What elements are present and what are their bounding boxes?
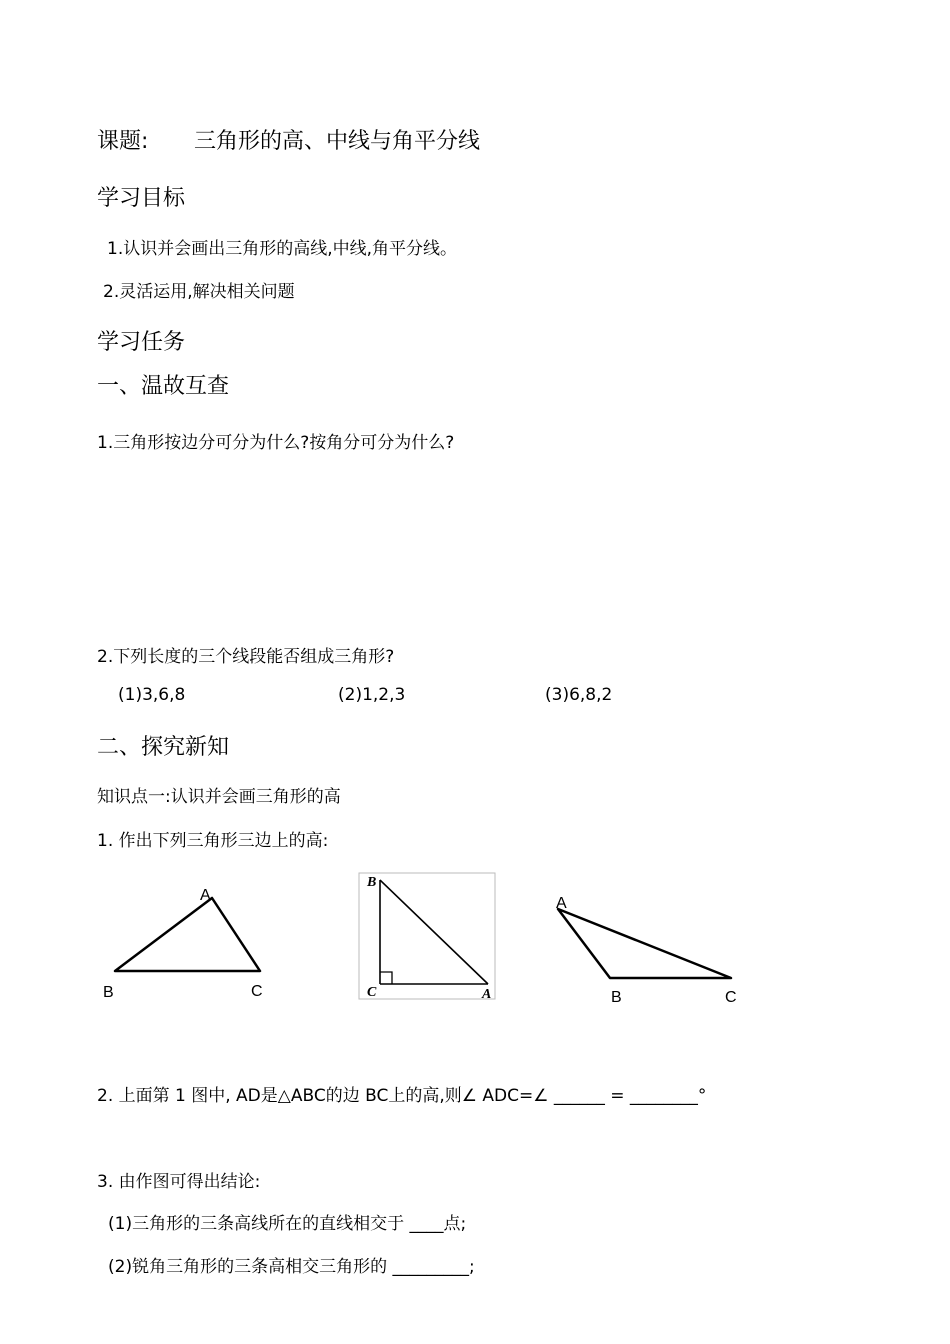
fig2-label-b: B (367, 875, 377, 890)
goal-item-1: 1.认识并会画出三角形的高线,中线,角平分线。 (107, 239, 458, 259)
title-label: 课题: (97, 129, 149, 154)
section2-heading: 二、探究新知 (97, 735, 230, 760)
fig3-label-c: C (725, 989, 737, 1006)
option-1: (1)3,6,8 (118, 685, 186, 705)
knowledge-point-1: 知识点一:认识并会画三角形的高 (97, 787, 341, 807)
right-angle-mark (380, 972, 392, 984)
explore-question-1: 1. 作出下列三角形三边上的高: (97, 831, 329, 851)
goal-item-2: 2.灵活运用,解决相关问题 (103, 282, 295, 302)
triangle-figure-2 (358, 872, 498, 1002)
review-question-1: 1.三角形按边分可分为什么?按角分可分为什么? (97, 433, 455, 453)
triangle-figure-1 (95, 878, 285, 1008)
page-title: 三角形的高、中线与角平分线 (194, 129, 481, 154)
fig1-label-c: C (251, 983, 263, 1000)
triangle-3-shape (558, 909, 731, 978)
option-3: (3)6,8,2 (545, 685, 613, 705)
fig2-side-ab (380, 880, 488, 984)
fig2-label-a: A (482, 987, 492, 1002)
section1-heading: 一、温故互查 (97, 374, 230, 399)
explore-question-3: 3. 由作图可得出结论: (97, 1172, 261, 1192)
option-2: (2)1,2,3 (338, 685, 406, 705)
review-question-2: 2.下列长度的三个线段能否组成三角形? (97, 647, 395, 667)
fig1-label-b: B (103, 984, 114, 1001)
fig2-label-c: C (367, 985, 377, 1000)
fig3-label-a: A (556, 895, 567, 912)
fig3-label-b: B (611, 989, 622, 1006)
triangle-figure-3 (545, 885, 755, 1010)
goals-heading: 学习目标 (97, 186, 186, 211)
explore-question-2: 2. 上面第 1 图中, AD是△ABC的边 BC上的高,则∠ ADC=∠ ______ = ________° (97, 1086, 707, 1106)
conclusion-2: (2)锐角三角形的三条高相交三角形的 _________; (108, 1257, 475, 1277)
fig1-label-a: A (200, 887, 211, 904)
conclusion-1: (1)三角形的三条高线所在的直线相交于 ____点; (108, 1214, 467, 1234)
triangle-1-shape (115, 898, 260, 971)
tasks-heading: 学习任务 (97, 330, 186, 355)
